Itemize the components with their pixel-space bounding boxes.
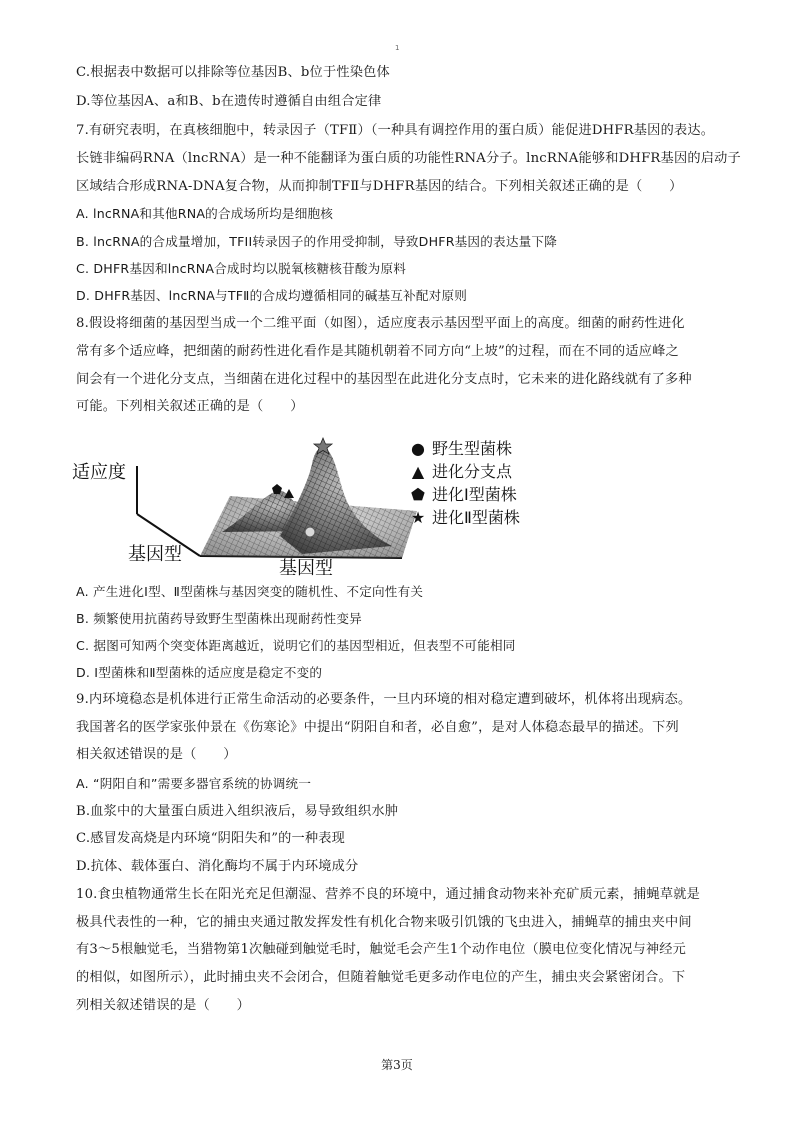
option-c: C. DHFR基因和lncRNA合成时均以脱氧核糖核苷酸为原料 — [76, 261, 407, 276]
page-marker: 1 — [395, 44, 400, 52]
legend-item-branch-point — [410, 459, 512, 482]
option-c: C.感冒发高烧是内环境“阴阳失和”的一种表现 — [76, 831, 346, 846]
triangle-icon: ▲ — [411, 462, 425, 481]
x-axis-label-right: 基因型 — [279, 558, 333, 579]
text-line: C.根据表中数据可以排除等位基因B、b位于性染色体 — [76, 65, 390, 80]
option-d: D.抗体、载体蛋白、消化酶均不属于内环境成分 — [76, 859, 359, 874]
question-8-text: 8.假设将细菌的基因型当成一个二维平面（如图），适应度表示基因型平面上的高度。细菌的耐药性进化 — [76, 316, 685, 331]
text-line: D.等位基因A、a和B、b在遗传时遵循自由组合定律 — [76, 94, 382, 109]
option-a: A. lncRNA和其他RNA的合成场所均是细胞核 — [76, 206, 334, 221]
option-c: C. 据图可知两个突变体距离越近，说明它们的基因型相近，但表型不可能相同 — [76, 638, 516, 653]
legend-item-wild-type — [410, 436, 512, 459]
question-7-text: 7.有研究表明，在真核细胞中，转录因子（TFⅡ）（一种具有调控作用的蛋白质）能促进DHFR基因的表达。 — [76, 123, 715, 138]
text-line: 列相关叙述错误的是（ ） — [76, 998, 251, 1013]
legend-label: 进化Ⅱ型菌株 — [432, 508, 520, 527]
text-line: 区域结合形成RNA-DNA复合物，从而抑制TFⅡ与DHFR基因的结合。下列相关叙述正确的是（ ） — [76, 179, 683, 194]
question-10-text: 10.食虫植物通常生长在阳光充足但潮湿、营养不良的环境中，通过捕食动物来补充矿质元素，捕蝇草就是 — [76, 887, 701, 902]
text-line: 的相似，如图所示），此时捕虫夹不会闭合，但随着触觉毛更多动作电位的产生，捕虫夹会紧密闭合。下 — [76, 970, 686, 985]
wild-type-marker — [305, 527, 315, 537]
option-a: A. 产生进化Ⅰ型、Ⅱ型菌株与基因突变的随机性、不定向性有关 — [76, 584, 424, 599]
question-9-text: 9.内环境稳态是机体进行正常生命活动的必要条件，一旦内环境的相对稳定遭到破坏，机体将出现病态。 — [76, 692, 692, 707]
page-number: 第3页 — [381, 1058, 413, 1072]
fitness-landscape-figure — [72, 436, 520, 586]
legend-label: 野生型菌株 — [432, 439, 513, 458]
legend-label: 进化分支点 — [432, 462, 513, 481]
text-line: 极具代表性的一种，它的捕虫夹通过散发挥发性有机化合物来吸引饥饿的飞虫进入，捕蝇草的捕虫夹中间 — [76, 915, 692, 930]
option-b: B. 频繁使用抗菌药导致野生型菌株出现耐药性变异 — [76, 611, 362, 626]
text-line: 长链非编码RNA（lncRNA）是一种不能翻译为蛋白质的功能性RNA分子。lncRNA能够和DHFR基因的启动子 — [76, 151, 741, 166]
text-line: 常有多个适应峰，把细菌的耐药性进化看作是其随机朝着不同方向“上坡”的过程，而在不同的适应峰之 — [76, 344, 679, 359]
circle-icon: ● — [411, 439, 425, 458]
option-a: A. “阴阳自和”需要多器官系统的协调统一 — [76, 776, 312, 791]
legend-label: 进化Ⅰ型菌株 — [432, 485, 517, 504]
star-icon: ★ — [410, 508, 426, 527]
option-d: D. Ⅰ型菌株和Ⅱ型菌株的适应度是稳定不变的 — [76, 665, 323, 680]
legend-item-type-one — [410, 482, 517, 505]
option-b: B. lncRNA的合成量增加，TFII转录因子的作用受抑制，导致DHFR基因的表达量下降 — [76, 234, 557, 249]
text-line: 间会有一个进化分支点，当细菌在进化过程中的基因型在此进化分支点时，它未来的进化路线就有了多种 — [76, 372, 692, 387]
text-line: 有3～5根触觉毛，当猎物第1次触碰到触觉毛时，触觉毛会产生1个动作电位（膜电位变化情况与神经元 — [76, 942, 687, 957]
legend-item-type-two — [410, 505, 520, 528]
text-line: 可能。下列相关叙述正确的是（ ） — [76, 399, 304, 414]
x-axis-label-left: 基因型 — [128, 544, 182, 565]
text-line: 我国著名的医学家张仲景在《伤寒论》中提出“阴阳自和者，必自愈”，是对人体稳态最早的描述。下列 — [76, 720, 679, 735]
pentagon-icon: ⬟ — [411, 485, 425, 504]
y-axis-label: 适应度 — [72, 462, 126, 483]
type-one-marker — [272, 484, 282, 494]
large-peak-mesh — [280, 448, 392, 554]
text-line: 相关叙述错误的是（ ） — [76, 747, 237, 762]
option-b: B.血浆中的大量蛋白质进入组织液后，易导致组织水肿 — [76, 804, 399, 819]
option-d: D. DHFR基因、lncRNA与TFⅡ的合成均遵循相同的碱基互补配对原则 — [76, 288, 468, 303]
